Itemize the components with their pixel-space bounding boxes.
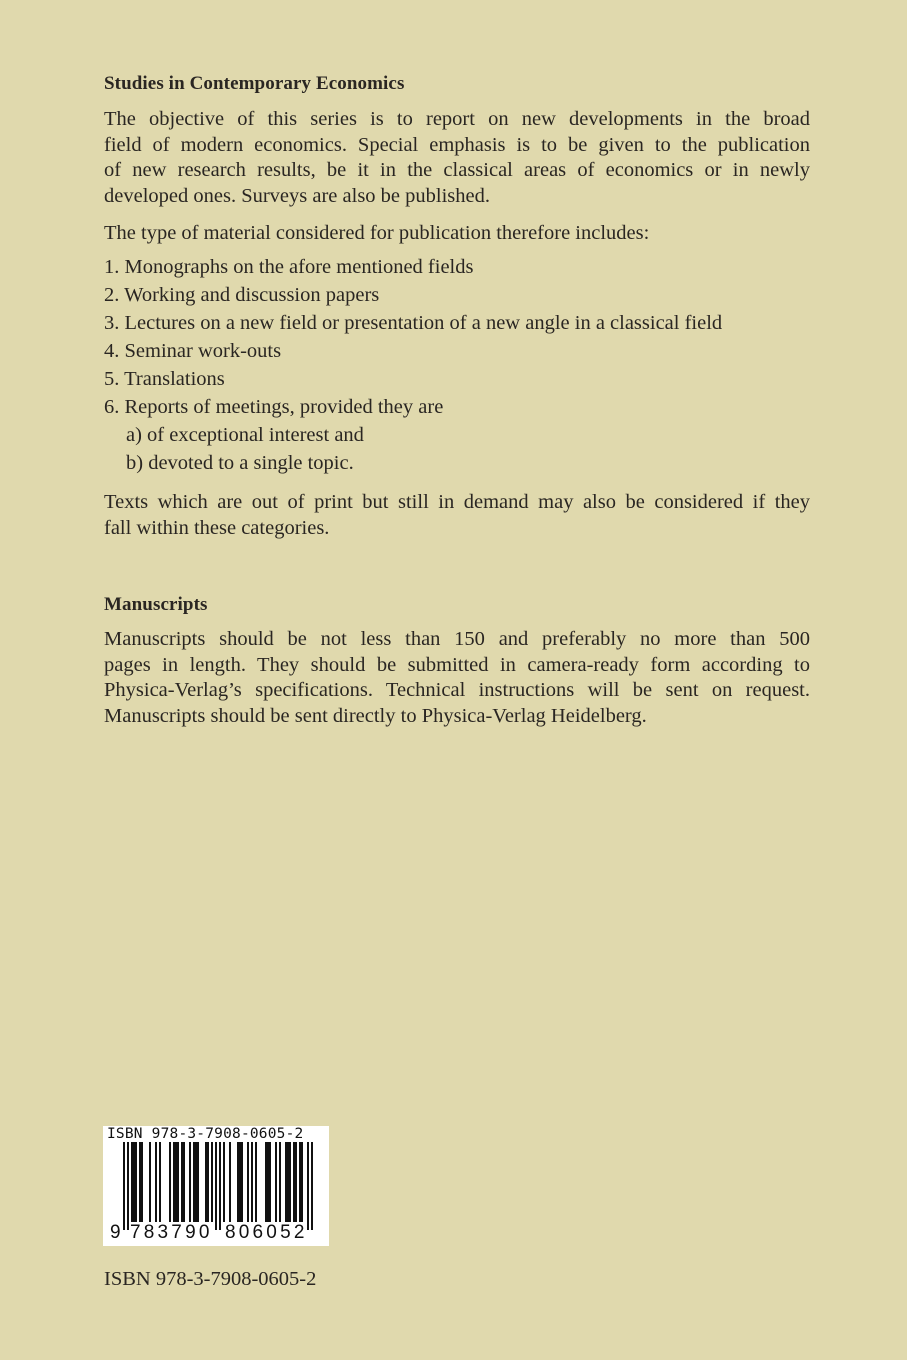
series-heading: Studies in Contemporary Economics	[104, 73, 405, 94]
barcode-bar	[195, 1142, 197, 1222]
barcode-bar	[255, 1142, 257, 1222]
list-subitem: a) of exceptional interest and	[126, 424, 364, 446]
barcode-bar	[131, 1142, 133, 1222]
barcode-bar	[219, 1142, 221, 1230]
series-intro-paragraph	[104, 107, 810, 209]
barcode-bar	[267, 1142, 269, 1222]
out-of-print-line: Texts which are out of print but still in demand may also be considered if they	[104, 491, 810, 513]
list-item: 4. Seminar work-outs	[104, 340, 282, 362]
isbn-text: ISBN 978-3-7908-0605-2	[104, 1268, 317, 1290]
barcode-bar	[301, 1142, 303, 1222]
barcode-digit-first: 9	[110, 1222, 121, 1243]
barcode-digits-right: 806052	[225, 1222, 308, 1243]
manuscripts-line: Manuscripts should be sent directly to Physica-Verlag Heidelberg.	[104, 704, 647, 727]
list-item: 3. Lectures on a new field or presentation of a new angle in a classical field	[104, 312, 723, 334]
out-of-print-paragraph	[104, 490, 810, 541]
barcode-bar	[159, 1142, 161, 1222]
intro-line: The objective of this series is to report on new developments in the broad	[104, 108, 810, 130]
barcode-bar	[181, 1142, 183, 1222]
barcode-bar	[307, 1142, 309, 1230]
barcode-bar	[141, 1142, 143, 1222]
barcode-bar	[149, 1142, 151, 1222]
manuscripts-line: Manuscripts should be not less than 150 and preferably no more than 500	[104, 628, 810, 650]
barcode-bar	[211, 1142, 213, 1222]
barcode-bar	[287, 1142, 289, 1222]
manuscripts-line: pages in length. They should be submitted in camera-ready form according to	[104, 653, 810, 676]
barcode-bar	[293, 1142, 295, 1222]
barcode-bar	[239, 1142, 241, 1222]
intro-line: of new research results, be it in the classical areas of economics or in newly	[104, 159, 810, 181]
barcode-bar	[311, 1142, 313, 1230]
barcode-bar	[229, 1142, 231, 1222]
barcode-bar	[197, 1142, 199, 1222]
barcode-bar	[123, 1142, 125, 1230]
manuscripts-paragraph	[104, 627, 810, 729]
barcode-bar	[189, 1142, 191, 1222]
barcode-bar	[173, 1142, 175, 1222]
barcode-bar	[175, 1142, 177, 1222]
material-intro-text: The type of material considered for publication therefore includes:	[104, 222, 650, 244]
barcode-bar	[127, 1142, 129, 1230]
barcode-bar	[265, 1142, 267, 1222]
barcode-bar	[169, 1142, 171, 1222]
material-intro	[104, 221, 810, 247]
list-item: 5. Translations	[104, 368, 225, 390]
barcode-bar	[193, 1142, 195, 1222]
isbn-barcode	[103, 1126, 329, 1246]
list-item: 6. Reports of meetings, provided they are	[104, 396, 444, 418]
manuscripts-heading: Manuscripts	[104, 594, 208, 615]
barcode-bar	[207, 1142, 209, 1222]
barcode-bar	[275, 1142, 277, 1222]
barcode-bar	[279, 1142, 281, 1222]
barcode-bar	[285, 1142, 287, 1222]
barcode-bar	[177, 1142, 179, 1222]
barcode-bar	[241, 1142, 243, 1222]
barcode-bar	[269, 1142, 271, 1222]
barcode-bar	[251, 1142, 253, 1222]
barcode-bar	[215, 1142, 217, 1230]
barcode-bar	[183, 1142, 185, 1222]
barcode-digits-left: 783790	[130, 1222, 213, 1243]
out-of-print-line: fall within these categories.	[104, 516, 330, 539]
barcode-bar	[247, 1142, 249, 1222]
intro-line: field of modern economics. Special emphasis is to be given to the publication	[104, 133, 810, 156]
list-subitem: b) devoted to a single topic.	[126, 452, 354, 474]
barcode-bar	[295, 1142, 297, 1222]
list-item: 2. Working and discussion papers	[104, 284, 380, 306]
barcode-bar	[289, 1142, 291, 1222]
barcode-bar	[139, 1142, 141, 1222]
barcode-bar	[299, 1142, 301, 1222]
barcode-bar	[237, 1142, 239, 1222]
intro-line: developed ones. Surveys are also be published.	[104, 184, 490, 207]
barcode-bar	[155, 1142, 157, 1222]
manuscripts-line: Physica-Verlag’s specifications. Technical instructions will be sent on request.	[104, 679, 810, 701]
barcode-bar	[135, 1142, 137, 1222]
barcode-bar	[223, 1142, 225, 1222]
barcode-bar	[133, 1142, 135, 1222]
barcode-bar	[205, 1142, 207, 1222]
barcode-isbn-label: ISBN 978-3-7908-0605-2	[107, 1126, 304, 1142]
list-item: 1. Monographs on the afore mentioned fields	[104, 256, 474, 278]
